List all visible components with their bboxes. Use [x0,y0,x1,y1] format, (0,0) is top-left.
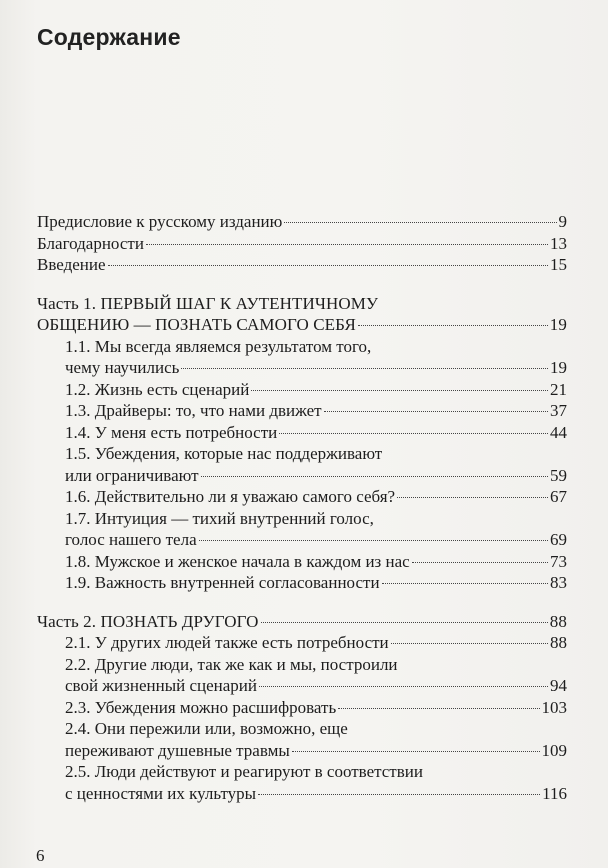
toc-page-number: 13 [550,233,567,253]
toc-entry-part-2[interactable] [37,611,567,633]
toc-entry-title-line-2: или ограничивают [65,465,199,485]
toc-page-number: 21 [550,379,567,399]
dot-leader [251,390,548,391]
toc-entry-title-line-1: 1.7. Интуиция — тихий внутренний голос, [65,508,374,528]
toc-entry-title: 2.1. У других людей также есть потребности [65,633,389,652]
toc-entry-title-line-1: Часть 1. ПЕРВЫЙ ШАГ К АУТЕНТИЧНОМУ [37,293,379,313]
toc-entry-title-line-1: 1.5. Убеждения, которые нас поддерживают [65,444,383,463]
dot-leader [201,476,548,477]
toc-entry-title-line-1: 2.5. Люди действуют и реагируют в соответствии [65,762,423,781]
toc-page-number: 116 [542,783,567,803]
dot-leader [261,622,548,623]
toc-page-number: 44 [550,422,567,442]
toc-entry-title: Часть 2. ПОЗНАТЬ ДРУГОГО [37,611,259,631]
toc-page-number: 9 [558,212,567,231]
toc-entry-title-line-2: ОБЩЕНИЮ — ПОЗНАТЬ САМОГО СЕБЯ [37,315,356,334]
dot-leader [181,368,548,369]
dot-leader [412,562,548,563]
toc-entry-1-4[interactable] [37,422,567,444]
toc-entry-title: Благодарности [37,233,144,253]
toc-page-number: 94 [550,676,567,695]
toc-entry-title: 2.3. Убеждения можно расшифровать [65,697,337,717]
dot-leader [324,411,548,412]
toc-entry-title: 1.8. Мужское и женское начала в каждом из нас [65,551,410,571]
dot-leader [292,751,540,752]
toc-entry-intro[interactable] [37,254,567,276]
dot-leader [358,325,548,326]
toc-page-number: 19 [550,358,567,377]
toc-page-number: 88 [549,611,567,631]
toc-page-number: 59 [550,465,567,485]
toc-entry-title: 1.9. Важность внутренней согласованности [65,573,380,592]
toc-entry-title: 1.4. У меня есть потребности [65,422,278,442]
toc-entry-title-line-2: свой жизненный сценарий [65,676,257,695]
toc-page-number: 67 [550,487,567,506]
toc-page-number: 83 [550,573,567,592]
toc-entry-1-5[interactable] [37,443,567,486]
toc-entry-1-3[interactable] [37,400,567,422]
toc-page-number: 69 [550,530,567,549]
dot-leader [146,244,548,245]
toc-page-number: 19 [549,315,567,334]
toc-entry-part-1[interactable] [37,293,567,336]
toc-entry-2-3[interactable] [37,697,567,719]
dot-leader [382,583,548,584]
toc-entry-preface[interactable] [37,211,567,233]
toc-page-number: 73 [550,551,567,571]
toc-page-number: 88 [550,633,567,652]
toc-entry-title-line-1: 1.1. Мы всегда являемся результатом того, [65,336,372,356]
toc-entry-title-line-1: 2.2. Другие люди, так же как и мы, построили [65,654,398,674]
toc-page-number: 37 [550,401,567,420]
toc-entry-title: Предисловие к русскому изданию [37,212,283,231]
toc-entry-title-line-2: голос нашего тела [65,530,197,549]
dot-leader [279,433,548,434]
dot-leader [108,265,548,266]
toc-entry-title-line-2: чему научились [65,358,180,377]
dot-leader [259,686,548,687]
toc-entry-1-6[interactable] [37,486,567,508]
dot-leader [338,708,539,709]
toc-entry-thanks[interactable] [37,233,567,255]
table-of-contents [37,211,567,804]
toc-page-number: 109 [541,740,567,760]
toc-entry-2-4[interactable] [37,718,567,761]
toc-entry-title: 1.6. Действительно ли я уважаю самого себя? [65,487,396,506]
dot-leader [258,794,540,795]
dot-leader [199,540,548,541]
toc-entry-2-1[interactable] [37,632,567,654]
toc-page-number: 15 [550,255,567,274]
dot-leader [397,497,548,498]
dot-leader [391,643,548,644]
dot-leader [284,222,556,223]
toc-entry-title-line-2: переживают душевные травмы [65,740,290,760]
toc-entry-1-2[interactable] [37,379,567,401]
toc-entry-1-7[interactable] [37,508,567,551]
toc-entry-1-8[interactable] [37,551,567,573]
toc-entry-2-2[interactable] [37,654,567,697]
toc-entry-2-5[interactable] [37,761,567,804]
toc-entry-title: 1.2. Жизнь есть сценарий [65,379,250,399]
page-number: 6 [36,846,45,865]
toc-entry-1-1[interactable] [37,336,567,379]
toc-page-number: 103 [541,697,567,717]
toc-entry-title: 1.3. Драйверы: то, что нами движет [65,401,322,420]
toc-entry-title-line-2: с ценностями их культуры [65,783,257,803]
toc-entry-1-9[interactable] [37,572,567,594]
toc-entry-title: Введение [37,255,106,274]
page-title: Содержание [37,24,181,50]
toc-entry-title-line-1: 2.4. Они пережили или, возможно, еще [65,719,348,738]
